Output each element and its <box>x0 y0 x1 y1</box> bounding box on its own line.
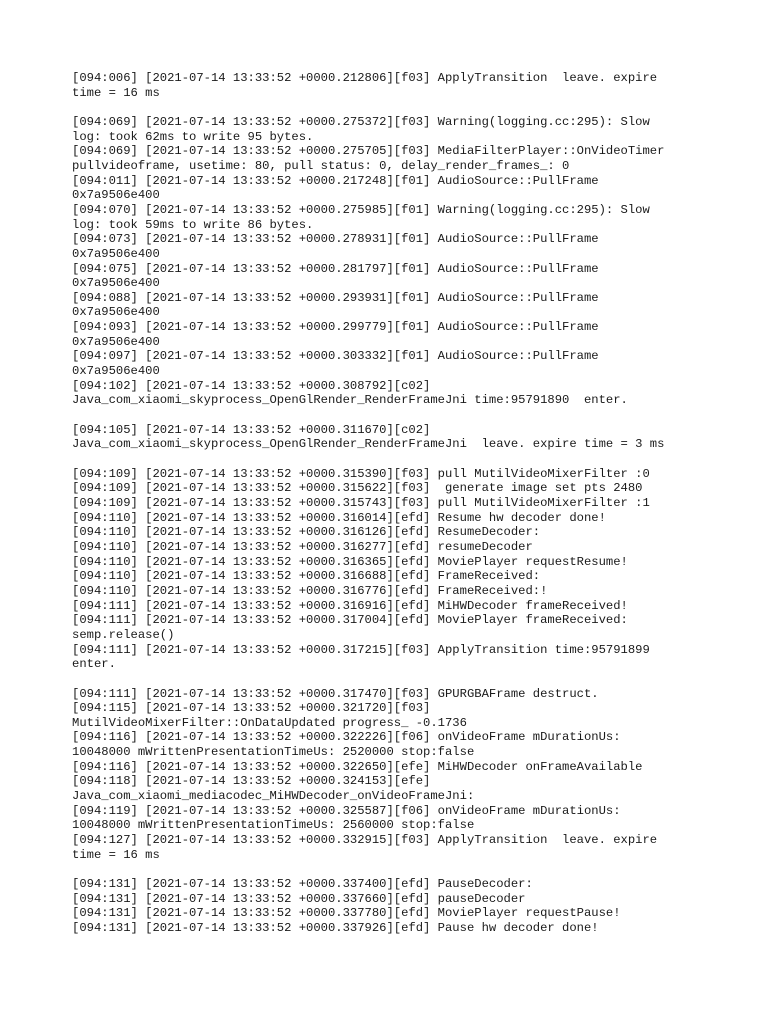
log-line: [094:102] [2021-07-14 13:33:52 +0000.308792][c02] <box>72 378 431 393</box>
blank-line <box>72 452 712 467</box>
log-line: [094:111] [2021-07-14 13:33:52 +0000.317215][f03] ApplyTransition time:95791899 <box>72 642 650 657</box>
log-line: [094:131] [2021-07-14 13:33:52 +0000.337780][efd] MoviePlayer requestPause! <box>72 906 621 921</box>
log-line: [094:097] [2021-07-14 13:33:52 +0000.303332][f01] AudioSource::PullFrame <box>72 349 599 364</box>
log-line: 0x7a9506e400 <box>72 276 160 291</box>
log-line: [094:109] [2021-07-14 13:33:52 +0000.315622][f03] generate image set pts 2480 <box>72 481 643 496</box>
log-line: 0x7a9506e400 <box>72 334 160 349</box>
log-line: [094:131] [2021-07-14 13:33:52 +0000.337660][efd] pauseDecoder <box>72 891 526 906</box>
log-line: [094:131] [2021-07-14 13:33:52 +0000.337400][efd] PauseDecoder: <box>72 877 533 892</box>
log-line: pullvideoframe, usetime: 80, pull status: 0, delay_render_frames_: 0 <box>72 158 570 173</box>
log-line: 0x7a9506e400 <box>72 188 160 203</box>
log-line: [094:110] [2021-07-14 13:33:52 +0000.316776][efd] FrameReceived:! <box>72 583 548 598</box>
log-line: [094:109] [2021-07-14 13:33:52 +0000.315743][f03] pull MutilVideoMixerFilter :1 <box>72 495 650 510</box>
log-line: [094:110] [2021-07-14 13:33:52 +0000.316365][efd] MoviePlayer requestResume! <box>72 554 628 569</box>
log-line: [094:116] [2021-07-14 13:33:52 +0000.322226][f06] onVideoFrame mDurationUs: <box>72 730 621 745</box>
log-line: [094:111] [2021-07-14 13:33:52 +0000.316916][efd] MiHWDecoder frameReceived! <box>72 598 628 613</box>
log-line: [094:069] [2021-07-14 13:33:52 +0000.275372][f03] Warning(logging.cc:295): Slow <box>72 114 650 129</box>
blank-line <box>72 408 712 423</box>
log-line: [094:115] [2021-07-14 13:33:52 +0000.321720][f03] <box>72 701 431 716</box>
log-line: 0x7a9506e400 <box>72 246 160 261</box>
log-line: Java_com_xiaomi_mediacodec_MiHWDecoder_onVideoFrameJni: <box>72 789 475 804</box>
log-line: [094:111] [2021-07-14 13:33:52 +0000.317470][f03] GPURGBAFrame destruct. <box>72 686 599 701</box>
log-line: time = 16 ms <box>72 847 160 862</box>
log-line: Java_com_xiaomi_skyprocess_OpenGlRender_RenderFrameJni time:95791890 enter. <box>72 393 628 408</box>
log-line: [094:105] [2021-07-14 13:33:52 +0000.311670][c02] <box>72 422 431 437</box>
log-line: log: took 59ms to write 86 bytes. <box>72 217 314 232</box>
log-line: [094:069] [2021-07-14 13:33:52 +0000.275705][f03] MediaFilterPlayer::OnVideoTimer <box>72 144 665 159</box>
log-line: Java_com_xiaomi_skyprocess_OpenGlRender_RenderFrameJni leave. expire time = 3 ms <box>72 437 665 452</box>
log-line: [094:073] [2021-07-14 13:33:52 +0000.278931][f01] AudioSource::PullFrame <box>72 232 599 247</box>
log-line: [094:111] [2021-07-14 13:33:52 +0000.317004][efd] MoviePlayer frameReceived: <box>72 613 628 628</box>
log-line: 10048000 mWrittenPresentationTimeUs: 2520000 stop:false <box>72 745 475 760</box>
log-line: [094:088] [2021-07-14 13:33:52 +0000.293931][f01] AudioSource::PullFrame <box>72 290 599 305</box>
log-line: [094:093] [2021-07-14 13:33:52 +0000.299779][f01] AudioSource::PullFrame <box>72 320 599 335</box>
log-line: [094:070] [2021-07-14 13:33:52 +0000.275985][f01] Warning(logging.cc:295): Slow <box>72 202 650 217</box>
log-line: 0x7a9506e400 <box>72 305 160 320</box>
log-line: [094:006] [2021-07-14 13:33:52 +0000.212806][f03] ApplyTransition leave. expire <box>72 71 658 85</box>
blank-line <box>72 100 712 115</box>
log-line: log: took 62ms to write 95 bytes. <box>72 129 314 144</box>
log-line: 10048000 mWrittenPresentationTimeUs: 2560000 stop:false <box>72 818 475 833</box>
log-line: [094:075] [2021-07-14 13:33:52 +0000.281797][f01] AudioSource::PullFrame <box>72 261 599 276</box>
log-line: [094:110] [2021-07-14 13:33:52 +0000.316014][efd] Resume hw decoder done! <box>72 510 606 525</box>
log-line: 0x7a9506e400 <box>72 364 160 379</box>
log-line: MutilVideoMixerFilter::OnDataUpdated progress_ -0.1736 <box>72 715 467 730</box>
log-line: [094:109] [2021-07-14 13:33:52 +0000.315390][f03] pull MutilVideoMixerFilter :0 <box>72 466 650 481</box>
log-line: [094:110] [2021-07-14 13:33:52 +0000.316277][efd] resumeDecoder <box>72 539 533 554</box>
log-line: semp.release() <box>72 627 175 642</box>
log-line: [094:110] [2021-07-14 13:33:52 +0000.316126][efd] ResumeDecoder: <box>72 525 541 540</box>
log-document <box>72 71 712 936</box>
log-line: [094:011] [2021-07-14 13:33:52 +0000.217248][f01] AudioSource::PullFrame <box>72 173 599 188</box>
blank-line <box>72 862 712 877</box>
log-line: [094:127] [2021-07-14 13:33:52 +0000.332915][f03] ApplyTransition leave. expire <box>72 833 658 848</box>
log-line: [094:131] [2021-07-14 13:33:52 +0000.337926][efd] Pause hw decoder done! <box>72 920 599 935</box>
log-line: time = 16 ms <box>72 85 160 100</box>
blank-line <box>72 672 712 687</box>
log-line: [094:110] [2021-07-14 13:33:52 +0000.316688][efd] FrameReceived: <box>72 569 541 584</box>
log-line: [094:119] [2021-07-14 13:33:52 +0000.325587][f06] onVideoFrame mDurationUs: <box>72 803 621 818</box>
log-line: enter. <box>72 657 116 672</box>
log-line: [094:118] [2021-07-14 13:33:52 +0000.324153][efe] <box>72 774 431 789</box>
log-line: [094:116] [2021-07-14 13:33:52 +0000.322650][efe] MiHWDecoder onFrameAvailable <box>72 759 643 774</box>
